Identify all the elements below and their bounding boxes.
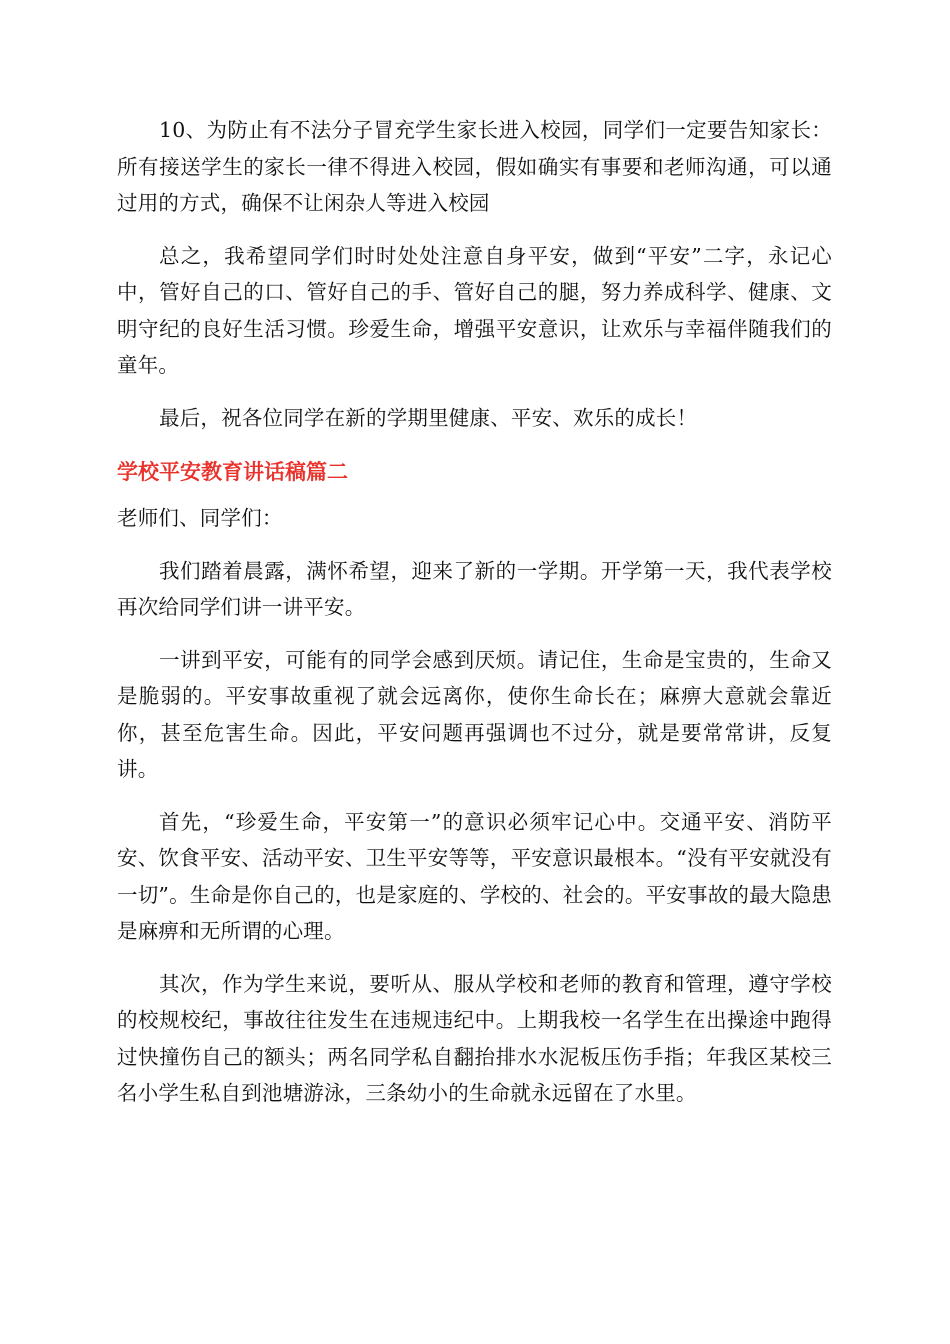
paragraph-second-point: 其次，作为学生来说，要听从、服从学校和老师的教育和管理，遵守学校的校规校纪，事故往往发生在违规违纪中。上期我校一名学生在出操途中跑得过快撞伤自己的额头；两名同学私自翻抬排水水泥板压伤手指；年我区某校三名小学生私自到池塘游泳，三条幼小的生命就永远留在了水里。 — [117, 971, 832, 1105]
paragraph-first-point: 首先，“珍爱生命，平安第一”的意识必须牢记心中。交通平安、消防平安、饮食平安、活动平安、卫生平安等等，平安意识最根本。“没有平安就没有一切”。生命是你自己的，也是家庭的、学校的、社会的。平安事故的最大隐患是麻痹和无所谓的心理。 — [117, 809, 832, 943]
paragraph-opening: 我们踏着晨露，满怀希望，迎来了新的一学期。开学第一天，我代表学校再次给同学们讲一讲平安。 — [117, 558, 832, 619]
paragraph-conclusion: 总之，我希望同学们时时处处注意自身平安，做到“平安”二字，永记心中，管好自己的口、管好自己的手、管好自己的腿，努力养成科学、健康、文明守纪的良好生活习惯。珍爱生命，增强平安意识，让欢乐与幸福伴随我们的童年。 — [117, 243, 832, 377]
paragraph-item-10: 10、为防止有不法分子冒充学生家长进入校园，同学们一定要告知家长：所有接送学生的家长一律不得进入校园，假如确实有事要和老师沟通，可以通过用的方式，确保不让闲杂人等进入校园 — [117, 118, 832, 215]
document-page — [117, 112, 832, 1112]
salutation: 老师们、同学们： — [117, 506, 283, 530]
section-heading: 学校平安教育讲话稿篇二 — [117, 460, 348, 484]
paragraph-safety-importance: 一讲到平安，可能有的同学会感到厌烦。请记住，生命是宝贵的，生命又是脆弱的。平安事故重视了就会远离你，使你生命长在；麻痹大意就会靠近你，甚至危害生命。因此，平安问题再强调也不过分，就是要常常讲，反复讲。 — [117, 647, 832, 781]
paragraph-closing-wish: 最后，祝各位同学在新的学期里健康、平安、欢乐的成长！ — [159, 405, 698, 430]
